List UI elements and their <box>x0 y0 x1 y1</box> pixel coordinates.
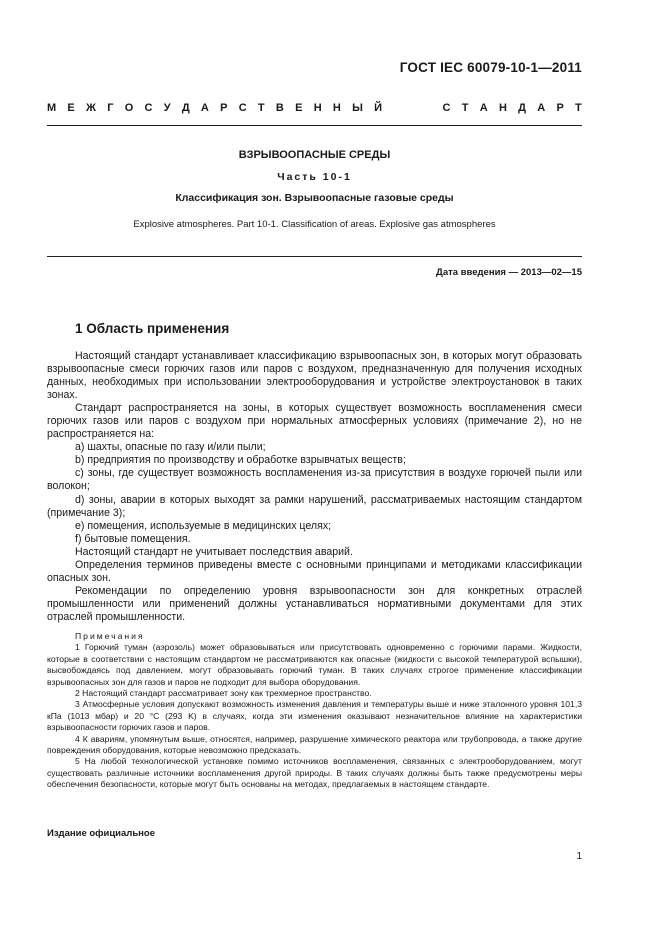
paragraph: Рекомендации по определению уровня взрывоопасности зон для конкретных отраслей промышленности или применений должны устанавливаться нормативными документами для этих отраслей промышленности. <box>47 584 582 623</box>
paragraph: Настоящий стандарт не учитывает последствия аварий. <box>75 545 353 558</box>
section-heading: 1 Область применения <box>75 321 230 336</box>
banner-letter: Т <box>257 102 265 114</box>
note-item: 4 К авариям, упомянутым выше, относятся, например, разрушение химического реактора или трубопровода, а также другие повреждения оборудования, которые невозможно предсказать. <box>47 733 582 756</box>
banner-letter: У <box>163 102 171 114</box>
paragraph: Настоящий стандарт устанавливает классификацию взрывоопасных зон, в которых могут образовать взрывоопасные смеси горючих газов или паров с воздухом, предназначенную для получения исходных данных, необходимых при использовании электрооборудования и устройстве электроустановок в таких зонах. <box>47 350 582 402</box>
list-item: d) зоны, аварии в которых выходят за рамки нарушений, рассматриваемых настоящим стандартом (примечание 3); <box>47 493 582 519</box>
notes-heading: Примечания <box>75 631 145 641</box>
banner-letter: Ы <box>352 102 363 114</box>
english-title: Explosive atmospheres. Part 10-1. Classification of areas. Explosive gas atmospheres <box>133 219 496 230</box>
banner-gap <box>393 102 431 114</box>
list-item: e) помещения, используемые в медицинских целях; <box>75 519 332 532</box>
banner-letter: Д <box>518 102 526 114</box>
paragraph: Определения терминов приведены вместе с основными принципами и методиками классификации опасных зон. <box>47 558 582 584</box>
list-item: b) предприятия по производству и обработке взрывчатых веществ; <box>75 454 406 467</box>
note-item: 1 Горючий туман (аэрозоль) может образовываться или присутствовать одновременно с горючими парами. Жидкости, которые в соответствии с настоящим стандартом не рассматриваются как опасные (жидкости с высокой температурой вспышки), высвобождаясь под давлением, могут образовывать горючий туман. В таких случаях строгое применение классификации взрывоопасных зон для газов и паров не подходит для выбора оборудования. <box>47 642 582 687</box>
list-item: c) зоны, где существует возможность воспламенения из-за присутствия в воздухе горючей пыли или волокон; <box>47 467 582 493</box>
banner-letter: Е <box>67 102 75 114</box>
notes-block <box>47 631 582 791</box>
banner-letter: Й <box>374 102 383 114</box>
banner-letter: С <box>144 102 153 114</box>
note-item: 5 На любой технологической установке помимо источников воспламенения, связанных с электрооборудованием, могут существовать различные источники воспламенения другой природы. В таких случаях должны быть также предусмотрены меры обеспечения безопасности, которые могут быть основаны на методах, предлагаемых в настоящем стандарте. <box>47 756 582 790</box>
official-edition-label: Издание официальное <box>47 828 155 839</box>
top-divider <box>47 125 582 126</box>
note-item: 2 Настоящий стандарт рассматривает зону как трехмерное пространство. <box>75 688 372 699</box>
banner-letter: А <box>537 102 546 114</box>
banner-letter: А <box>479 102 488 114</box>
standard-code: ГОСТ IEC 60079-10-1—2011 <box>399 60 582 75</box>
banner-letter: Д <box>181 102 190 114</box>
banner-letter: Р <box>556 102 564 114</box>
section-body <box>47 350 582 624</box>
introduction-date: Дата введения — 2013—02—15 <box>436 267 582 278</box>
part-number: Часть 10-1 <box>277 171 352 183</box>
banner-letter: А <box>200 102 209 114</box>
banner-letter: О <box>124 102 134 114</box>
document-title: ВЗРЫВООПАСНЫЕ СРЕДЫ <box>238 149 391 161</box>
banner-letter: Ж <box>86 102 96 114</box>
interstate-standard-banner <box>47 102 582 114</box>
paragraph: Стандарт распространяется на зоны, в которых существует возможность воспламенения смеси горючих газов или паров с воздухом при нормальных атмосферных условиях (примечание 2), но не распространяется на: <box>47 402 582 441</box>
banner-letter: С <box>238 102 247 114</box>
list-item: a) шахты, опасные по газу и/или пыли; <box>75 441 266 454</box>
banner-letter: Т <box>575 102 582 114</box>
banner-letter: Н <box>332 102 341 114</box>
banner-letter: Р <box>220 102 228 114</box>
banner-letter: С <box>442 102 451 114</box>
list-item: f) бытовые помещения. <box>75 532 191 545</box>
banner-letter: Т <box>461 102 469 114</box>
note-item: 3 Атмосферные условия допускают возможность изменения давления и температуры выше и ниже эталонного уровня 101,3 кПа (1013 мбар) и 20 °C (293 K) в случаях, когда эти изменения оказывают незначительное влияние на характеристики взрывоопасности горючих газов и паров. <box>47 699 582 733</box>
banner-letter: Г <box>107 102 114 114</box>
middle-divider <box>47 256 582 257</box>
banner-letter: В <box>275 102 284 114</box>
document-subtitle: Классификация зон. Взрывоопасные газовые среды <box>175 192 454 204</box>
banner-letter: Н <box>498 102 507 114</box>
banner-letter: Е <box>295 102 303 114</box>
banner-letter: Н <box>313 102 322 114</box>
banner-letter: М <box>47 102 57 114</box>
page-number: 1 <box>576 851 582 862</box>
